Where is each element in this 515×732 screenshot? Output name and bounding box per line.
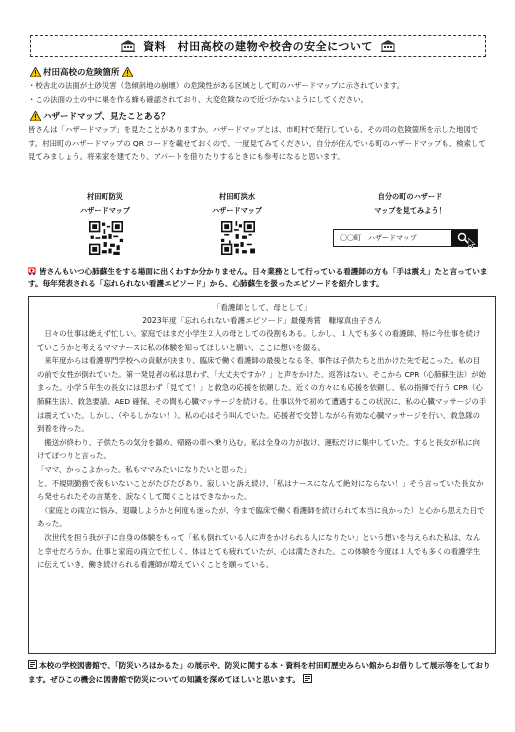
story-paragraph: 搬送が終わり、子供たちの気分を鎮め、帰路の車へ乗り込む。私は全身の力が抜け、運転だけに集中していた。すると長女が私に向けてぽつりと言った。 [37, 437, 480, 461]
qr2-code[interactable] [221, 221, 255, 255]
qr2-label-line1: 村田町洪水 [219, 192, 255, 201]
page-title: 資料 村田高校の建物や校舎の安全について [143, 40, 373, 53]
qr1-code[interactable] [89, 221, 123, 255]
cpr-notice-text: 皆さんもいつ心肺蘇生をする場面に出くわすか分かりません。日々業務として行っている看護師の方も「手は震え」たと言っています。毎年発表される「忘れられない看護エピソード」から、心肺蘇生を扱ったエピソードを紹介します。 [28, 267, 488, 288]
page-title-box [30, 35, 486, 57]
section1-heading-row [28, 66, 135, 78]
search-input[interactable]: 〇〇町 ハザードマップ [340, 234, 417, 242]
book-icon [303, 674, 312, 683]
story-paragraph: と。不規則勤務で夜もいないことがたびたびあり、寂しいと訴え続け、「私はナースになんて絶対にならない！」そう言っていた長女から発せられたその言葉を、涙なくして聞くことはできなかった。 [37, 478, 484, 502]
qr1-label-line2: ハザードマップ [79, 206, 131, 215]
story-paragraph: 次世代を担う我が子に自身の体験をもって「私も倒れている人に声をかけられる人になりたい」という想いを与えられた私は、なんと幸せだろうか。仕事と家庭の両立で忙しく、体はとても疲れていたが、心は満たされた。この体験を今度は１人でも多くの看護学生に伝えていき、働き続けられる看護師が増えていくことを願っている。 [37, 532, 481, 570]
nursing-episode-box [28, 296, 496, 654]
warning-icon [30, 111, 41, 121]
own-town-label-line1: 自分の町のハザード [377, 192, 443, 201]
building-icon [121, 40, 135, 52]
section2-heading: ハザードマップ、見たことある？ [43, 112, 170, 122]
section1-bullet: ・校舎北の法面が土砂災害（急傾斜地の崩壊）の危険性がある区域として町のハザードマップに示されています。 [28, 81, 405, 90]
story-paragraph: 来年度からは看護専門学校への貢献が決まり、臨床で働く看護師の最後となる冬、事件は子供たちと出かけた先で起こった。私の目の前で女性が倒れていた。第一発見者の私は思わず、「大丈夫ですか？」と声をかけた。返答はない。そこから CPR（心肺蘇生法）が始まった。小学５年生の長女には思わず「見てて！」と救急の応援を依頼した。近くの方々にも応援を依頼し、私の指揮で行う CPR（心肺蘇生法）、救急要請、AED 確保、その間も心臓マッサージを続ける。仕事以外で初めて遭遇するこの状況に、私の心臓マッサージの手は震えていた。しかし、（やるしかない！）。私の心はそう叫んでいた。応援者で交替しながら有効な心臓マッサージを行い、救急隊の到着を待った。 [37, 356, 487, 434]
section2-body: 皆さんは「ハザードマップ」を見たことがありますか。ハザードマップとは、市町村で発行している、その司の危険箇所を示した地図です。村田町のハザードマップの QR コードを載せておくので、一度見てみてください。自分が住んでいる町のハザードマップも、検索して見てみましょう。将来家を建てたり、アパートを借りたりするときにも参考になると思います。 [28, 125, 486, 161]
story-paragraph: 日々の仕事は絶えず忙しい。家庭ではまだ小学生２人の母としての役割もある。しかし、１人でも多くの看護師、特に今仕事を続けていこうかと考えるママナースに私の体験を知ってほしいと願い、ここに想いを綴る。 [37, 329, 481, 352]
story-title: 「看護師として、母として」 [212, 303, 312, 312]
library-footer-text: 本校の学校図書館で、「防災いろはかるた」の展示や、防災に関する本・資料を村田町歴史みらい館からお借りして展示等をしております。ぜひこの機会に図書館で防災についての知識を深めてほしいと思います。 [28, 661, 491, 684]
qr1-label-line1: 村田町防災 [87, 192, 123, 201]
warning-icon [122, 67, 133, 77]
book-icon [28, 660, 37, 669]
qr2-label [192, 190, 282, 218]
cursor-icon [468, 238, 477, 249]
building-icon [381, 40, 395, 52]
own-town-label [340, 190, 480, 218]
story-paragraph: 「ママ、かっこよかった。私もママみたいになりたいと思った」 [37, 464, 251, 474]
own-town-label-line2: マップを見てみよう！ [374, 206, 446, 215]
ambulance-icon [28, 266, 37, 275]
qr1-label [60, 190, 150, 218]
warning-icon [30, 67, 41, 77]
section2-heading-row [28, 110, 169, 122]
library-footer [28, 659, 498, 687]
story-paragraph: （家庭との両立に悩み、退職しようかと何度も迷ったが、今まで臨床で働く看護師を続けられて本当に良かった）と心から思えた日であった。 [37, 505, 485, 529]
section1-bullet: ・この法面の土の中に巣を作る蜂も確認されており、大変危険なので近づかないようにしてください。 [28, 95, 368, 104]
qr2-label-line2: ハザードマップ [211, 206, 263, 215]
section1-heading: 村田高校の危険箇所 [43, 68, 120, 78]
hazard-map-search-bar[interactable] [333, 229, 478, 247]
story-body [37, 327, 487, 572]
cpr-notice [28, 266, 498, 290]
story-award: 2023年度「忘れられない看護エピソード」最優秀賞 糠塚真由子さん [142, 316, 382, 325]
